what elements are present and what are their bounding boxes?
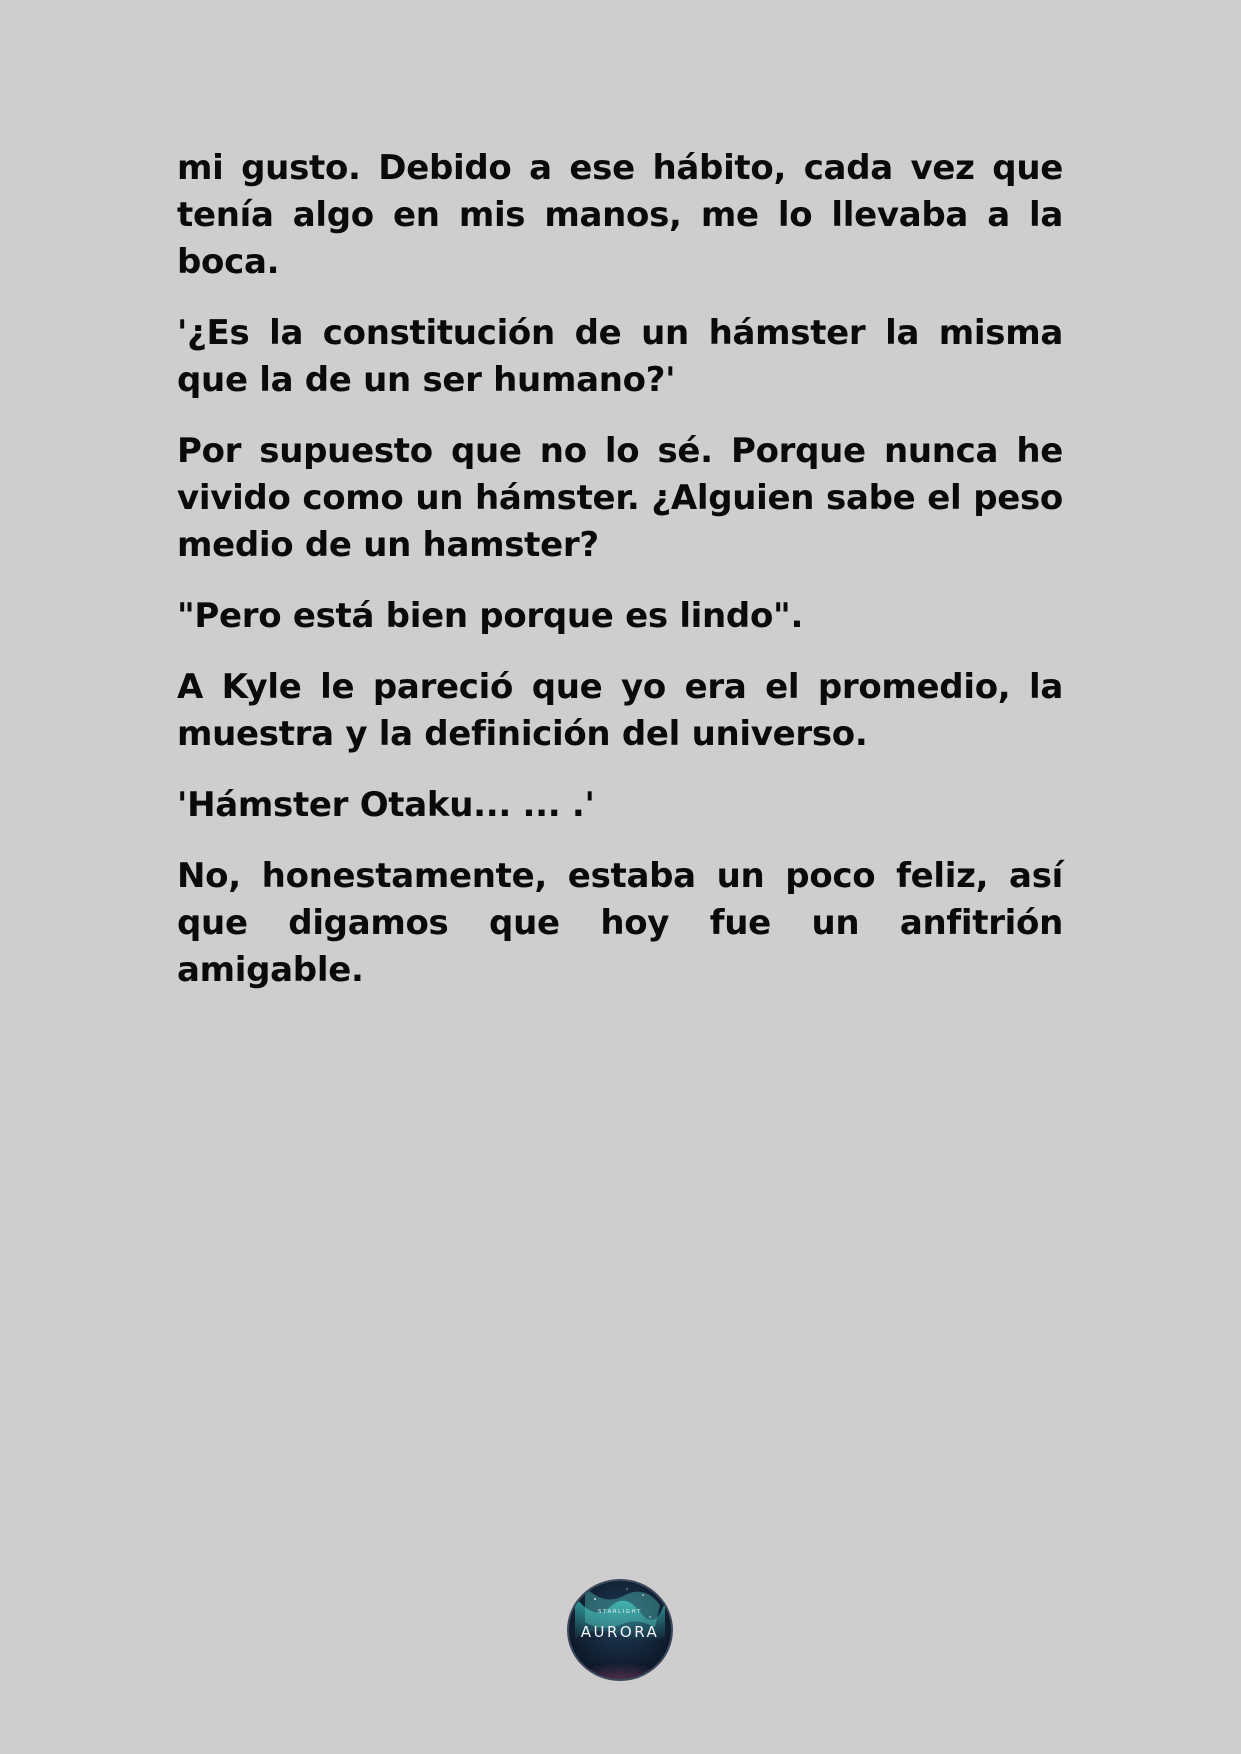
page-body — [177, 145, 1063, 1018]
paragraph-4: "Pero está bien porque es lindo". — [177, 596, 804, 636]
paragraph-5: A Kyle le pareció que yo era el promedio, la muestra y la definición del universo. — [177, 667, 1063, 754]
logo-main-text: AURORA — [580, 1623, 660, 1641]
paragraph-6: 'Hámster Otaku... ... .' — [177, 785, 595, 825]
paragraph-2: '¿Es la constitución de un hámster la misma que la de un ser humano?' — [177, 313, 1063, 400]
paragraph-3: Por supuesto que no lo sé. Porque nunca he vivido como un hámster. ¿Alguien sabe el peso medio de un hamster? — [177, 431, 1063, 565]
paragraph-1: mi gusto. Debido a ese hábito, cada vez que tenía algo en mis manos, me lo llevaba a la boca. — [177, 148, 1063, 282]
logo-top-text: STARLIGHT — [598, 1609, 642, 1615]
aurora-logo — [565, 1577, 675, 1683]
paragraph-7: No, honestamente, estaba un poco feliz, así que digamos que hoy fue un anfitrión amigable. — [177, 856, 1063, 990]
